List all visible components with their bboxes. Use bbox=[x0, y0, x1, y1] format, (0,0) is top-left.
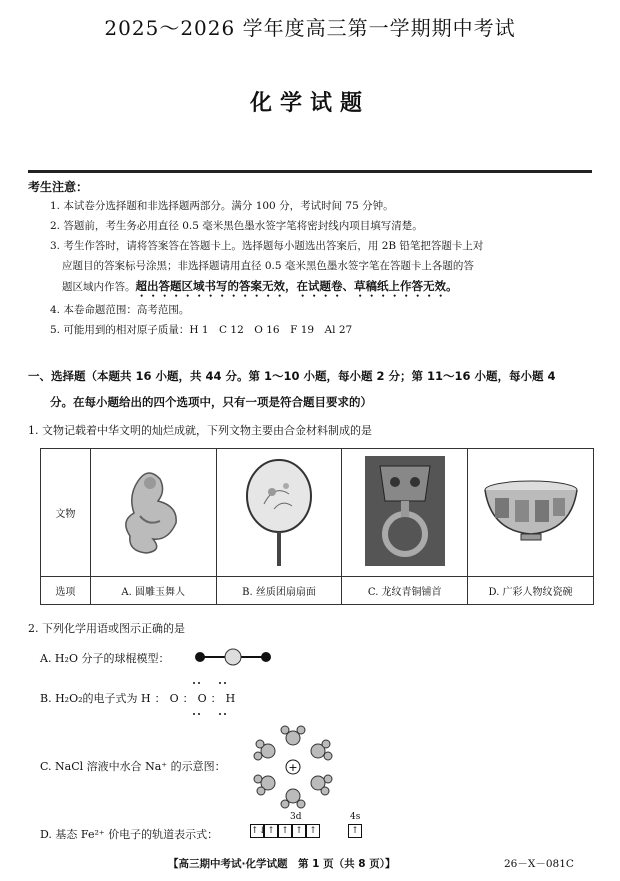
q2-option-c bbox=[40, 758, 226, 774]
question-2-stem: 2. 下列化学用语或图示正确的是 bbox=[28, 622, 185, 635]
orbital-box: ↑ bbox=[292, 824, 306, 838]
q2-option-a-text: A. H₂O 分子的球棍模型： bbox=[40, 652, 170, 665]
exam-title: 2025～2026 学年度高三第一学期期中考试 bbox=[104, 16, 516, 40]
row-label-option: 选项 bbox=[41, 577, 91, 605]
notice-heading: 考生注意： bbox=[28, 180, 89, 194]
orbital-diagram-3d bbox=[250, 824, 320, 838]
q2-option-b-text: B. H₂O₂的电子式为 bbox=[40, 692, 138, 705]
section-heading-line2: 分。在每小题给出的四个选项中，只有一项是符合题目要求的） bbox=[50, 395, 372, 409]
notice-item-2: 2. 答题前，考生务必用直径 0.5 毫米黑色墨水签字笔将密封线内项目填写清楚。 bbox=[50, 220, 423, 232]
notice-item-5: 5. 可能用到的相对原子质量：H 1 C 12 O 16 F 19 Al 27 bbox=[50, 324, 353, 336]
notice-item-4: 4. 本卷命题范围：高考范围。 bbox=[50, 304, 190, 316]
footer-page-info: 【高三期中考试·化学试题 第 1 页（共 8 页）】 bbox=[168, 858, 396, 870]
row-label-relic: 文物 bbox=[41, 449, 91, 577]
h2o2-electron-formula: H：O：O：H bbox=[141, 692, 240, 705]
jade-dancer-image bbox=[108, 461, 198, 561]
orbital-3d-label: 3d bbox=[290, 812, 302, 822]
section-heading-line1: 一、选择题（本题共 16 小题，共 44 分。第 1～10 小题，每小题 2 分；第 11～16 小题，每小题 4 bbox=[28, 369, 556, 383]
relic-bronze-knocker bbox=[342, 449, 468, 577]
orbital-box: ↑ bbox=[306, 824, 320, 838]
divider bbox=[28, 170, 592, 173]
subject-title: 化学试题 bbox=[249, 91, 370, 116]
notice-warning: 超出答题区域书写的答案无效，在试题卷、草稿纸上作答无效。 bbox=[135, 279, 458, 293]
orbital-box: ↑ bbox=[348, 824, 362, 838]
orbital-diagram-4s bbox=[348, 824, 362, 838]
q2-option-d-text: D. 基态 Fe²⁺ 价电子的轨道表示式： bbox=[40, 828, 219, 841]
orbital-box: ↑ bbox=[264, 824, 278, 838]
notice-text: 题区域内作答。 bbox=[62, 281, 136, 293]
orbital-box: ↑↓ bbox=[251, 826, 267, 836]
footer-code: 26－X－081C bbox=[504, 858, 574, 870]
silk-fan-image bbox=[234, 454, 324, 569]
q2-option-d bbox=[40, 826, 218, 842]
notice-item-3-cont2 bbox=[62, 278, 595, 300]
q2-option-c-text: C. NaCl 溶液中水合 Na⁺ 的示意图： bbox=[40, 760, 226, 773]
option-a: A. 圆雕玉舞人 bbox=[90, 577, 216, 605]
question-1-stem: 1. 文物记载着中华文明的灿烂成就，下列文物主要由合金材料制成的是 bbox=[28, 424, 372, 437]
relic-silk-fan bbox=[216, 449, 342, 577]
relic-table bbox=[40, 448, 594, 605]
option-c: C. 龙纹青铜铺首 bbox=[342, 577, 468, 605]
sodium-ion-label: + bbox=[288, 761, 298, 774]
option-b: B. 丝质团扇扇面 bbox=[216, 577, 342, 605]
lone-pair-dots bbox=[180, 680, 260, 720]
notice-item-3-cont: 应题目的答案标号涂黑；非选择题请用直径 0.5 毫米黑色墨水签字笔在答题卡上各题的答 bbox=[62, 260, 474, 272]
q2-option-a bbox=[40, 650, 169, 666]
hydrated-sodium-diagram bbox=[250, 724, 336, 810]
porcelain-bowl-image bbox=[481, 476, 581, 546]
notice-item-1: 1. 本试卷分选择题和非选择题两部分。满分 100 分，考试时间 75 分钟。 bbox=[50, 200, 394, 212]
orbital-4s-label: 4s bbox=[350, 812, 361, 822]
bronze-knocker-image bbox=[365, 456, 445, 566]
relic-porcelain-bowl bbox=[468, 449, 594, 577]
option-d: D. 广彩人物纹瓷碗 bbox=[468, 577, 594, 605]
notice-item-3: 3. 考生作答时，请将答案答在答题卡上。选择题每小题选出答案后，用 2B 铅笔把答题卡上对 bbox=[50, 240, 484, 252]
ball-stick-model-image bbox=[192, 648, 274, 666]
orbital-box: ↑ bbox=[278, 824, 292, 838]
relic-jade-dancer bbox=[90, 449, 216, 577]
